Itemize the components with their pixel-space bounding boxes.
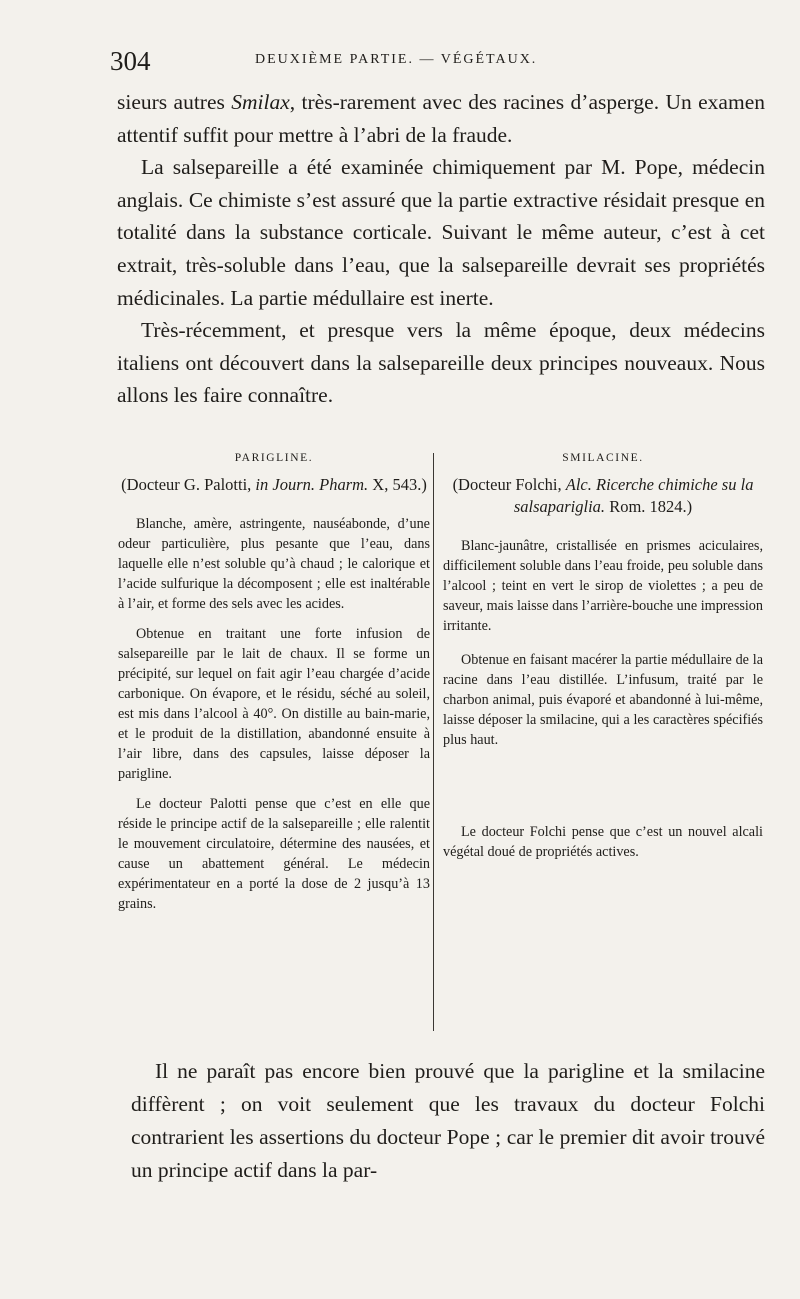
italic-term: Smilax [231,90,290,114]
left-paragraph-2: Obtenue en traitant une forte infusion de salsepareille par le lait de chaux. Il se forme un précipité, sur lequel on fait agir l’eau chargée d’acide carbonique. On évapore, et le résidu, séché au soleil, est mis dans l’alcool à 40°. On distille au bain-marie, et le produit de la distillation, abandonné ensuite à l’air libre, dans des capsules, laisse déposer la parigline. [118,626,430,782]
right-column-title: SMILACINE. [562,452,644,464]
right-paragraph-2: Obtenue en faisant macérer la partie médullaire de la racine dans l’eau distillée. L’infusum, traité par le charbon animal, puis évaporé et abandonné à lui-même, laisse déposer la smilacine, qui a les caractères spécifiés plus haut. [443,652,763,748]
closing-paragraph: Il ne paraît pas encore bien prouvé que la parigline et la smilacine diffèrent ; on voit seulement que les travaux du docteur Folchi contrarient les assertions du docteur Pope ; car le premier dit avoir trouvé un principe actif dans la par- [131,1059,765,1182]
page-header [110,46,640,76]
running-head: DEUXIÈME PARTIE. — VÉGÉTAUX. [255,52,538,67]
left-column-title: PARIGLINE. [234,452,314,464]
left-paragraph-3: Le docteur Palotti pense que c’est en elle que réside le principe actif de la salsepareille ; elle ralentit le mouvement circulatoire, détermine des nausées, et cause un abattement général. Le médecin expérimentateur en a porté la dose de 2 jusqu’à 13 grains. [118,796,430,912]
closing-text [131,1055,765,1187]
left-column-parigline [118,450,430,924]
right-paragraph-1: Blanc-jaunâtre, cristallisée en prismes aciculaires, difficilement soluble dans l’eau froide, peu soluble dans l’alcool ; teint en vert le sirop de violettes ; a peu de saveur, mais laisse dans l’arrière-bouche une impression irritante. [443,538,763,634]
right-paragraph-3: Le docteur Folchi pense que c’est un nouvel alcali végétal doué de propriétés actives. [443,824,763,860]
column-divider [433,453,434,1031]
left-column-source: (Docteur G. Palotti, in Journ. Pharm. X, 543.) [121,475,427,494]
intro-paragraph-3: Très-récemment, et presque vers la même époque, deux médecins italiens ont découvert dans la salsepareille deux principes nouveaux. Nous allons les faire connaître. [117,318,765,408]
page-number: 304 [110,46,151,76]
right-column-source: (Docteur Folchi, Alc. Ricerche chimiche su la salsapariglia. Rom. 1824.) [452,475,754,516]
left-paragraph-1: Blanche, amère, astringente, nauséabonde, d’une odeur particulière, plus pesante que l’eau, dans laquelle elle n’est soluble qu’à chaud ; le calorique et l’acide sulfurique la décomposent ; elle est inaltérable à l’air, et forme des sels avec les acides. [118,516,430,612]
intro-text [117,86,765,412]
right-column-smilacine [443,450,763,872]
intro-paragraph-1: sieurs autres Smilax, très-rarement avec des racines d’asperge. Un examen attentif suffit pour mettre à l’abri de la fraude. [117,90,765,147]
intro-paragraph-2: La salsepareille a été examinée chimiquement par M. Pope, médecin anglais. Ce chimiste s’est assuré que la partie extractive résidait presque en totalité dans la substance corticale. Suivant le même auteur, c’est à cet extrait, très-soluble dans l’eau, que la salsepareille devrait ses propriétés médicinales. La partie médullaire est inerte. [117,155,765,310]
